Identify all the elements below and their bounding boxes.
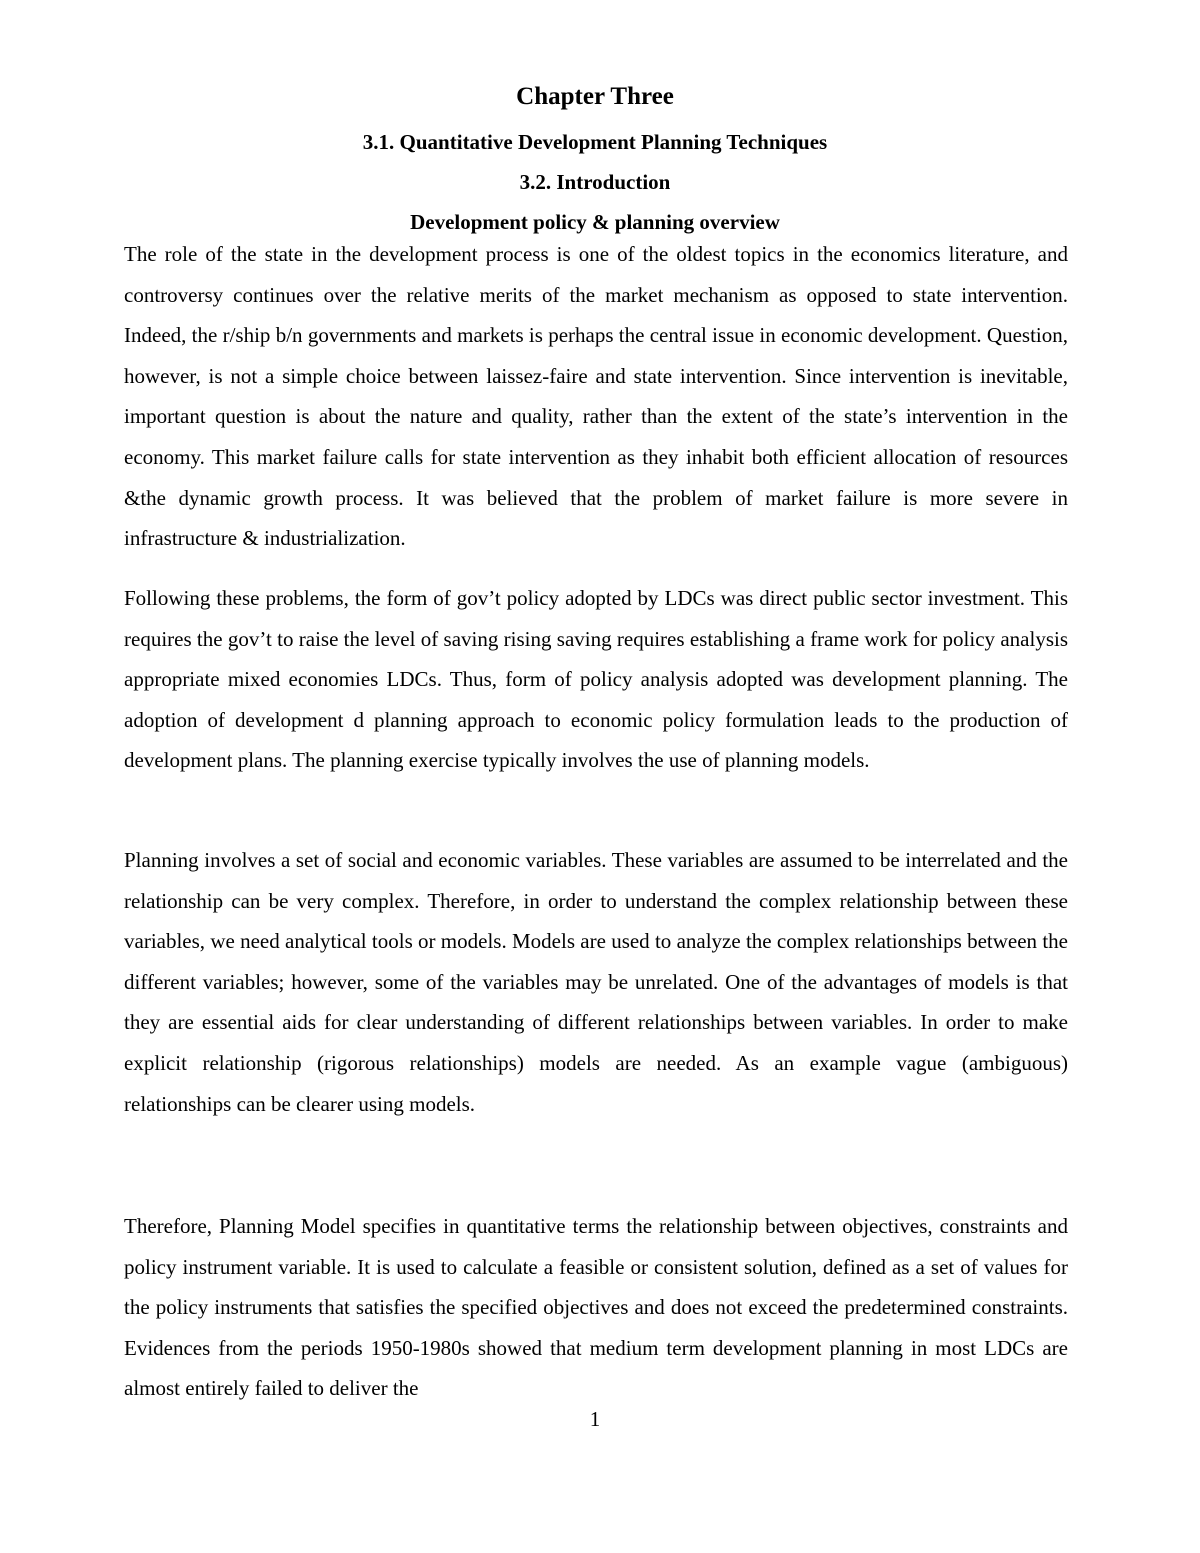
paragraph-role-of-state: The role of the state in the development process is one of the oldest topics in the economics literature, and controversy continues over the relative merits of the market mechanism as opposed to state intervention. Indeed, the r/ship b/n governments and markets is perhaps the central issue in economic development. Question, however, is not a simple choice between laissez-faire and state intervention. Since intervention is inevitable, important question is about the nature and quality, rather than the extent of the state’s intervention in the economy. This market failure calls for state intervention as they inhabit both efficient allocation of resources &the dynamic growth process. It was believed that the problem of market failure is more severe in infrastructure & industrialization. — [124, 242, 1068, 551]
introduction-title: 3.2. Introduction — [519, 170, 671, 194]
overview-title: Development policy & planning overview — [410, 210, 780, 234]
paragraph-planning-model: Therefore, Planning Model specifies in quantitative terms the relationship between objectives, constraints and policy instrument variable. It is used to calculate a feasible or consistent solution, defined as a set of values for the policy instruments that satisfies the specified objectives and does not exceed the predetermined constraints. Evidences from the periods 1950-1980s showed that medium term development planning in most LDCs are almost entirely failed to deliver the — [124, 1214, 1068, 1401]
chapter-title: Chapter Three — [516, 83, 674, 110]
paragraph-policy-ldcs: Following these problems, the form of gov’t policy adopted by LDCs was direct public sector investment. This requires the gov’t to raise the level of saving rising saving requires establishing a frame work for policy analysis appropriate mixed economies LDCs. Thus, form of policy analysis adopted was development planning. The adoption of development d planning approach to economic policy formulation leads to the production of development plans. The planning exercise typically involves the use of planning models. — [124, 586, 1068, 773]
section-title: 3.1. Quantitative Development Planning Techniques — [362, 130, 828, 154]
page-number: 1 — [589, 1407, 601, 1431]
paragraph-planning-variables: Planning involves a set of social and economic variables. These variables are assumed to be interrelated and the relationship can be very complex. Therefore, in order to understand the complex relationship between these variables, we need analytical tools or models. Models are used to analyze the complex relationships between the different variables; however, some of the variables may be unrelated. One of the advantages of models is that they are essential aids for clear understanding of different relationships between variables. In order to make explicit relationship (rigorous relationships) models are needed. As an example vague (ambiguous) relationships can be clearer using models. — [124, 848, 1068, 1116]
